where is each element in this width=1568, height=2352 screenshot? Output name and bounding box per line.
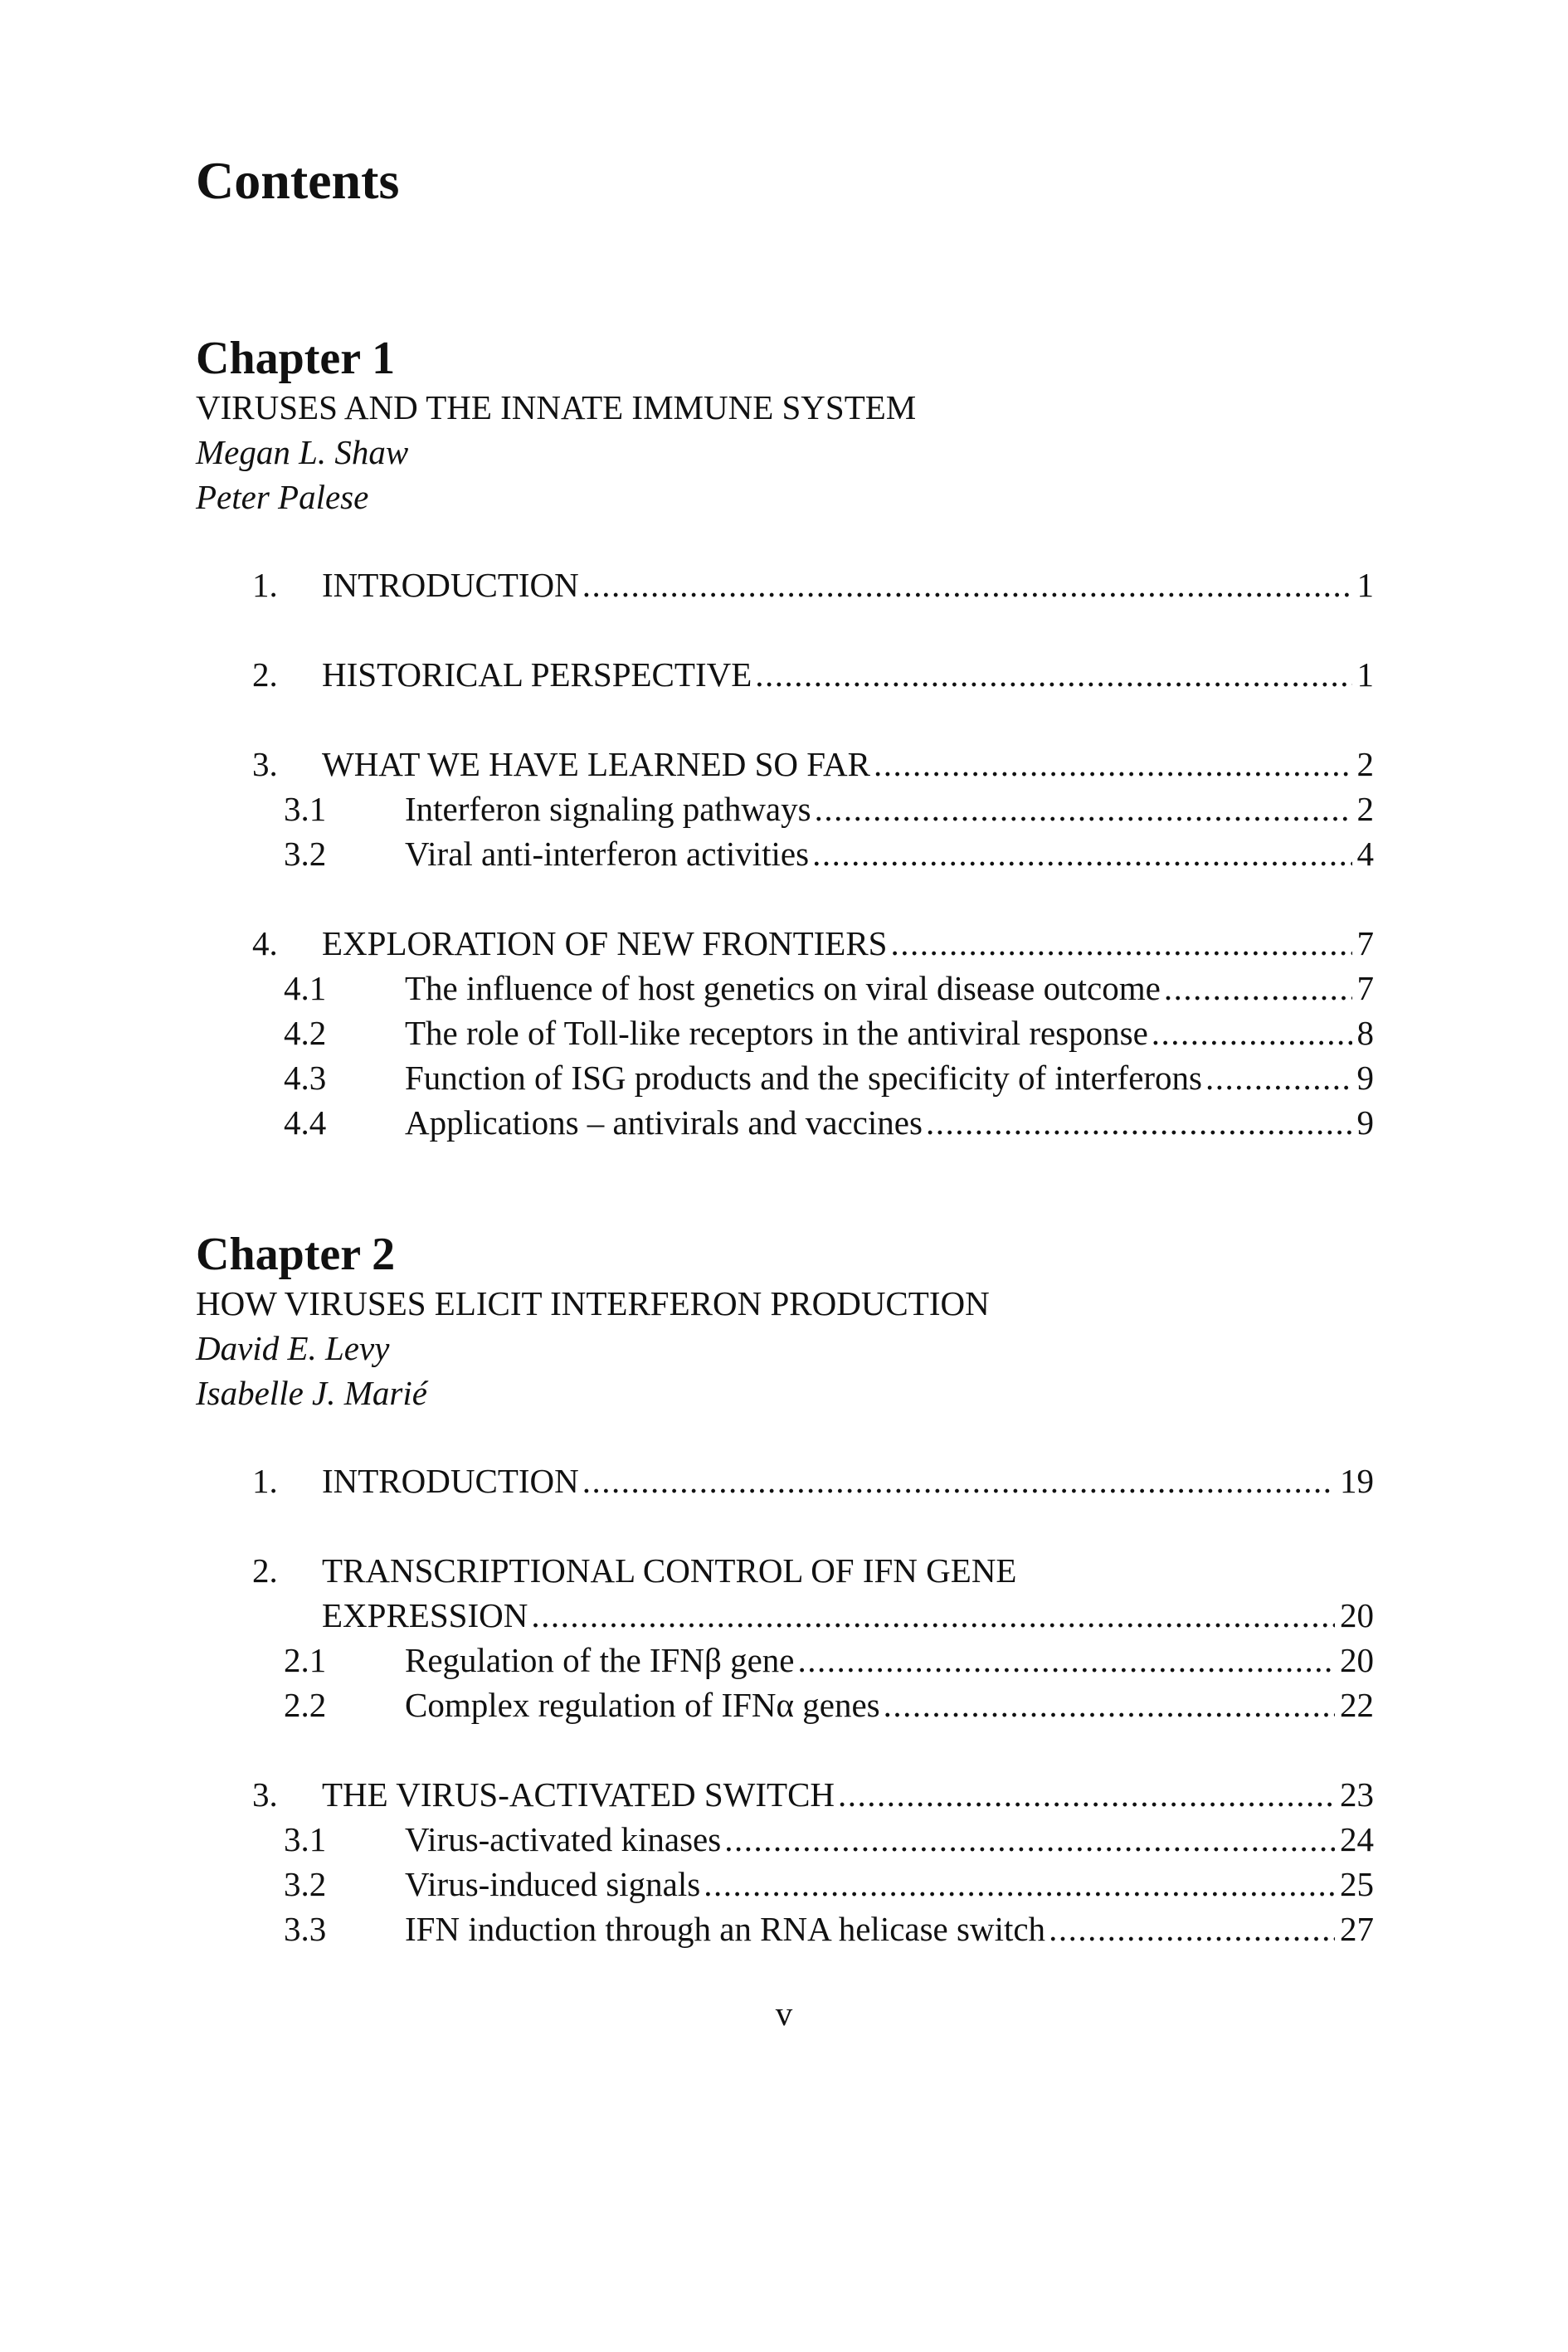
entry-page: 24: [1340, 1820, 1374, 1858]
toc-subentry[interactable]: [196, 1682, 1374, 1727]
toc-subentry[interactable]: [196, 831, 1374, 876]
entry-page: 9: [1356, 1103, 1374, 1142]
toc-subentry[interactable]: [196, 1100, 1374, 1145]
entry-number: 3.1: [284, 1820, 327, 1858]
entry-page: 20: [1340, 1641, 1374, 1679]
toc-subentry[interactable]: [196, 1010, 1374, 1055]
toc-entry[interactable]: [196, 742, 1374, 786]
entry-label: The influence of host genetics on viral disease outcome: [405, 969, 1161, 1007]
entry-page: 7: [1356, 924, 1374, 962]
entry-label: HISTORICAL PERSPECTIVE: [322, 655, 752, 694]
entry-number: 3.: [252, 1775, 278, 1814]
dot-leader: [582, 562, 1352, 607]
entry-label: EXPRESSION: [322, 1596, 528, 1634]
toc-entry[interactable]: [196, 921, 1374, 966]
chapter-title: VIRUSES AND THE INNATE IMMUNE SYSTEM: [196, 388, 917, 426]
dot-leader: [1164, 966, 1352, 1010]
entry-page: 20: [1340, 1596, 1374, 1634]
entry-page: 19: [1340, 1462, 1374, 1500]
entry-number: 2.2: [284, 1686, 327, 1724]
dot-leader: [582, 1458, 1335, 1503]
toc-subentry[interactable]: [196, 786, 1374, 831]
toc-subentry[interactable]: [196, 1817, 1374, 1862]
entry-page: 27: [1340, 1910, 1374, 1948]
dot-leader: [812, 831, 1351, 876]
chapter-author: Isabelle J. Marié: [196, 1374, 427, 1412]
entry-number: 2.: [252, 1551, 278, 1590]
entry-label: INTRODUCTION: [322, 1462, 579, 1500]
toc-entry[interactable]: [196, 1548, 1374, 1593]
entry-label: EXPLORATION OF NEW FRONTIERS: [322, 924, 888, 962]
toc-subentry[interactable]: [196, 1862, 1374, 1906]
chapter-author: Peter Palese: [196, 478, 369, 516]
entry-page: 1: [1356, 566, 1374, 604]
entry-page: 7: [1356, 969, 1374, 1007]
toc-subentry[interactable]: [196, 1906, 1374, 1951]
entry-page: 25: [1340, 1865, 1374, 1903]
entry-label: Viral anti-interferon activities: [405, 835, 810, 873]
chapter-1-section: [196, 332, 1374, 1142]
entry-label: Complex regulation of IFNα genes: [405, 1686, 880, 1724]
chapter-heading: Chapter 1: [196, 333, 396, 384]
entry-page: 9: [1356, 1059, 1374, 1097]
page-title: Contents: [196, 151, 400, 210]
entry-number: 3.3: [284, 1910, 327, 1948]
entry-page: 8: [1356, 1014, 1374, 1052]
entry-number: 4.: [252, 924, 278, 962]
page-number: v: [775, 1994, 793, 2033]
entry-page: 2: [1356, 790, 1374, 828]
dot-leader: [838, 1772, 1335, 1817]
dot-leader: [1152, 1010, 1352, 1055]
entry-number: 4.4: [284, 1103, 327, 1142]
entry-number: 4.3: [284, 1059, 327, 1097]
dot-leader: [884, 1682, 1335, 1727]
entry-label: INTRODUCTION: [322, 566, 579, 604]
dot-leader: [755, 652, 1351, 697]
entry-label: THE VIRUS-ACTIVATED SWITCH: [322, 1775, 835, 1814]
toc-entry[interactable]: [196, 652, 1374, 697]
entry-label: Applications – antivirals and vaccines: [405, 1103, 923, 1142]
entry-label: TRANSCRIPTIONAL CONTROL OF IFN GENE: [322, 1551, 1017, 1590]
dot-leader: [704, 1862, 1335, 1906]
entry-label: The role of Toll-like receptors in the antiviral response: [405, 1014, 1148, 1052]
entry-number: 1.: [252, 566, 278, 604]
entry-page: 22: [1340, 1686, 1374, 1724]
entry-number: 2.1: [284, 1641, 327, 1679]
entry-number: 4.2: [284, 1014, 327, 1052]
entry-label: IFN induction through an RNA helicase switch: [405, 1910, 1046, 1948]
entry-label: Virus-activated kinases: [405, 1820, 722, 1858]
entry-number: 3.2: [284, 835, 327, 873]
entry-number: 4.1: [284, 969, 327, 1007]
chapter-title: HOW VIRUSES ELICIT INTERFERON PRODUCTION: [196, 1284, 990, 1322]
entry-number: 3.: [252, 745, 278, 783]
toc-entry[interactable]: [196, 1772, 1374, 1817]
entry-page: 4: [1356, 835, 1374, 873]
chapter-2-section: [196, 1228, 1374, 1948]
chapter-heading: Chapter 2: [196, 1229, 396, 1280]
toc-entry-continuation[interactable]: [196, 1593, 1374, 1638]
chapter-author: Megan L. Shaw: [196, 433, 409, 471]
toc-entry[interactable]: [196, 1458, 1374, 1503]
entry-label: Interferon signaling pathways: [405, 790, 811, 828]
dot-leader: [1049, 1906, 1335, 1951]
toc-entry[interactable]: [196, 562, 1374, 607]
dot-leader: [926, 1100, 1352, 1145]
dot-leader: [797, 1638, 1335, 1682]
dot-leader: [815, 786, 1352, 831]
entry-label: Virus-induced signals: [405, 1865, 701, 1903]
entry-label: WHAT WE HAVE LEARNED SO FAR: [322, 745, 870, 783]
dot-leader: [890, 921, 1351, 966]
toc-subentry[interactable]: [196, 1638, 1374, 1682]
entry-page: 23: [1340, 1775, 1374, 1814]
toc-subentry[interactable]: [196, 966, 1374, 1010]
entry-number: 2.: [252, 655, 278, 694]
entry-number: 3.2: [284, 1865, 327, 1903]
entry-page: 1: [1356, 655, 1374, 694]
dot-leader: [531, 1593, 1335, 1638]
dot-leader: [874, 742, 1352, 786]
entry-number: 3.1: [284, 790, 327, 828]
dot-leader: [724, 1817, 1335, 1862]
entry-label: Regulation of the IFNβ gene: [405, 1641, 795, 1679]
entry-label: Function of ISG products and the specificity of interferons: [405, 1059, 1202, 1097]
dot-leader: [1205, 1055, 1352, 1100]
chapter-author: David E. Levy: [196, 1329, 390, 1367]
toc-subentry[interactable]: [196, 1055, 1374, 1100]
entry-page: 2: [1356, 745, 1374, 783]
entry-number: 1.: [252, 1462, 278, 1500]
